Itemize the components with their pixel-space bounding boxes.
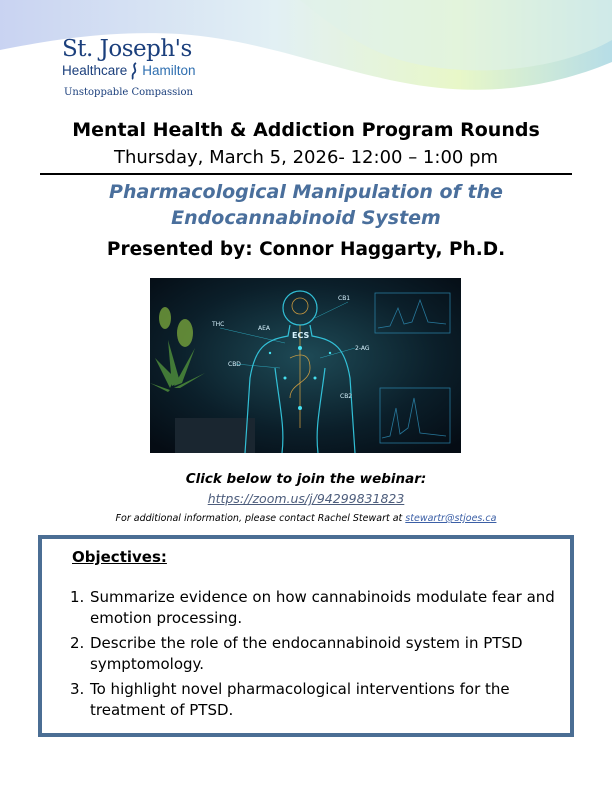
objective-number: 2.: [70, 634, 85, 652]
objectives-box: [38, 535, 574, 737]
talk-title: [0, 179, 612, 231]
logo-swirl-icon: [130, 62, 139, 80]
event-title: Mental Health & Addiction Program Rounds: [72, 119, 540, 141]
presenter: Presented by: Connor Haggarty, Ph.D.: [106, 239, 506, 260]
join-webinar-text: Click below to join the webinar:: [185, 471, 427, 487]
logo-sub-left: Healthcare: [62, 63, 128, 78]
objective-text: To highlight novel pharmacological interventions for the treatment of PTSD.: [90, 680, 510, 719]
talk-title-line2: Endocannabinoid System: [171, 207, 441, 229]
contact-prefix: For additional information, please contact Rachel Stewart at: [115, 513, 403, 524]
objective-number: 1.: [70, 588, 85, 606]
label-aea: AEA: [258, 325, 270, 332]
webinar-link[interactable]: https://zoom.us/j/94299831823: [207, 491, 405, 506]
label-cbd: CBD: [228, 361, 241, 368]
objectives-heading: Objectives:: [72, 548, 167, 566]
label-cb1: CB1: [338, 295, 351, 302]
label-thc: THC: [212, 321, 225, 328]
logo-name: St. Joseph's: [62, 36, 192, 62]
divider: [40, 173, 572, 175]
hospital-logo: [62, 36, 212, 98]
talk-title-line1: Pharmacological Manipulation of the: [109, 181, 503, 203]
objective-number: 3.: [70, 680, 85, 698]
list-item: [70, 587, 560, 629]
logo-subtitle: [62, 62, 212, 80]
contact-email-link[interactable]: stewartr@stjoes.ca: [405, 513, 497, 524]
label-cb2: CB2: [340, 393, 353, 400]
objective-text: Summarize evidence on how cannabinoids modulate fear and emotion processing.: [90, 588, 555, 627]
label-2ag: 2-AG: [355, 345, 370, 352]
objectives-list: [70, 587, 560, 725]
objective-text: Describe the role of the endocannabinoid system in PTSD symptomology.: [90, 634, 523, 673]
logo-tagline: Unstoppable Compassion: [64, 87, 193, 98]
cannabis-body-ecs-illustration: [150, 278, 461, 453]
list-item: [70, 633, 560, 675]
logo-sub-right: Hamilton: [142, 63, 196, 78]
event-date: Thursday, March 5, 2026- 12:00 – 1:00 pm: [113, 147, 499, 168]
list-item: [70, 679, 560, 721]
contact-line: [0, 512, 612, 525]
label-ecs: ECS: [292, 331, 310, 340]
